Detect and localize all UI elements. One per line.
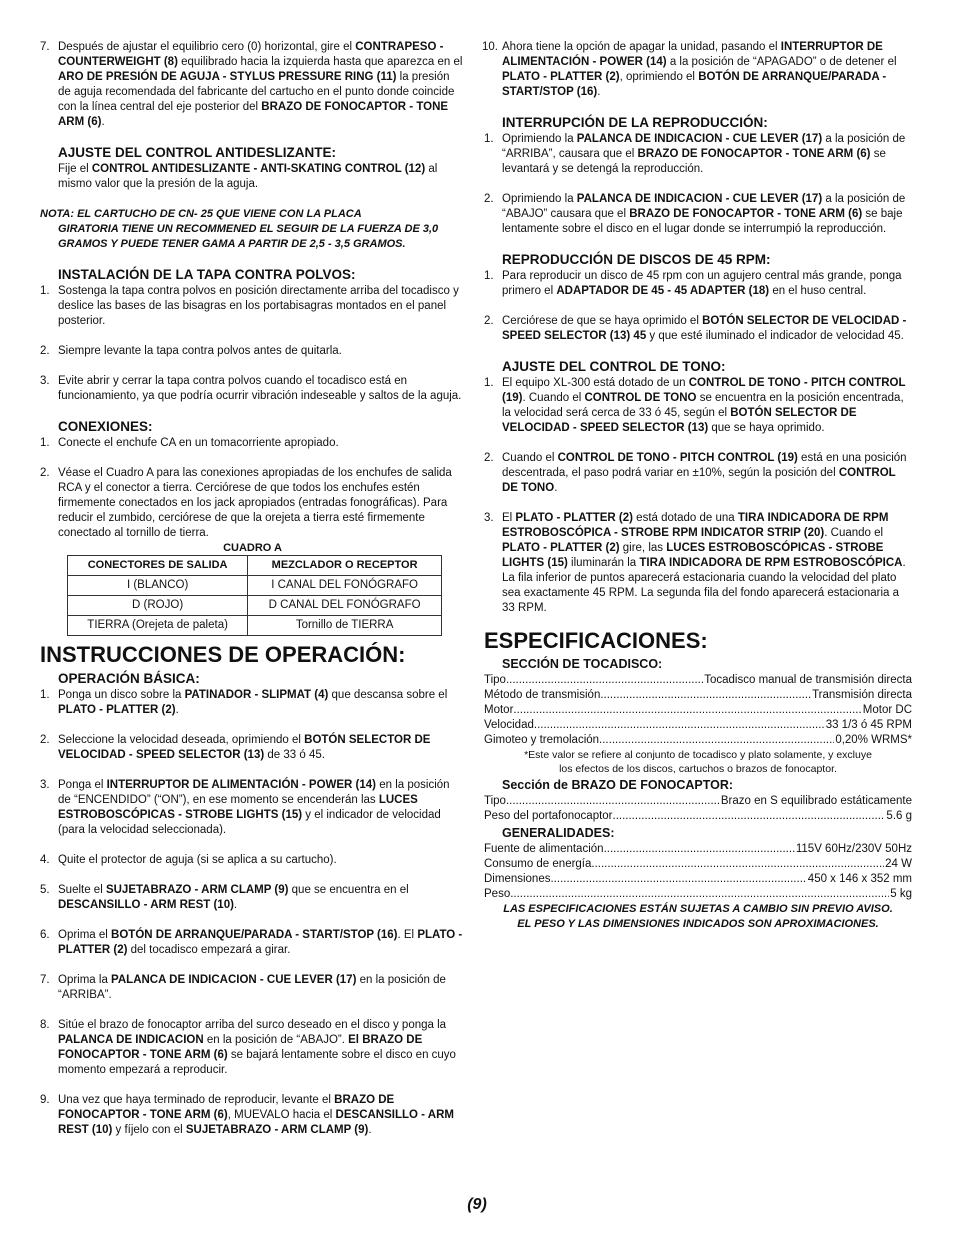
note: NOTA: EL CARTUCHO DE CN- 25 QUE VIENE CON LA PLACA GIRATORIA TIENE UN RECOMMENED EL SEGUIR DE LA FUERZA DE 3,0 GRAMOS Y PUEDE TENER GAMA A PARTIR DE 2,5 - 3,5 GRAMOS. (40, 208, 439, 250)
list-item: 2. Siempre levante la tapa contra polvos antes de quitarla. (40, 345, 342, 357)
spec-row: Peso del portafonocaptor ..... 5.6 g (484, 809, 912, 824)
spec-row: Gimoteo y tremolación ..... 0,20% WRMS* (484, 733, 912, 748)
list-item: 2. Véase el Cuadro A para las conexiones apropiadas de los enchufes de salida RCA y el conector a tierra. Cerciórese de que todos los enchufes estén firmemente conectados en los jack apropiados (entradas fonográficas). Para reducir el zumbido, cerciórese de que la orejeta a tierra esté firmemente conectado al tornillo de tierra. (40, 467, 452, 539)
right-column (484, 40, 912, 932)
section-heading: OPERACIÓN BÁSICA: (58, 671, 200, 686)
spec-row: Velocidad ..... 33 1/3 ó 45 RPM (484, 718, 912, 733)
list-item: 7. Después de ajustar el equilibrio cero (0) horizontal, gire el CONTRAPESO - COUNTERWEIGHT (8) equilibrado hacia la izquierda hasta que aparezca en el ARO DE PRESIÓN DE AGUJA - STYLUS PRESSURE RING (11) la presión de aguja recomendada del fabricante del cartucho en el punto donde coincide con la línea central del eje posterior del BRAZO DE FONOCAPTOR - TONE ARM (6). (40, 41, 463, 128)
list-item: 5. Suelte el SUJETABRAZO - ARM CLAMP (9) que se encuentra en el DESCANSILLO - ARM REST (10). (40, 884, 409, 911)
section-heading: AJUSTE DEL CONTROL ANTIDESLIZANTE: (58, 145, 337, 160)
spec-row: Método de transmisión ..... Transmisión directa (484, 688, 912, 703)
spec-note: *Este valor se refiere al conjunto de tocadisco y plato solamente, y excluye (524, 749, 872, 761)
spec-row: Consumo de energía ..... 24 W (484, 857, 912, 872)
spec-row: Dimensiones ..... 450 x 146 x 352 mm (484, 872, 912, 887)
list-item: 4. Quite el protector de aguja (si se aplica a su cartucho). (40, 854, 337, 866)
section-heading: SECCIÓN DE TOCADISCO: (502, 657, 663, 671)
list-item: 1. El equipo XL-300 está dotado de un CONTROL DE TONO - PITCH CONTROL (19). Cuando el CONTROL DE TONO se encuentra en la posición encentrada, la velocidad será cerca de 33 ó 45, según el BOTÓN SELECTOR DE VELOCIDAD - SPEED SELECTOR (13) que se haya oprimido. (484, 377, 906, 434)
spec-row: Motor ..... Motor DC (484, 703, 912, 718)
table-row: CONECTORES DE SALIDA MEZCLADOR O RECEPTOR (68, 556, 442, 576)
spec-row: Tipo ..... Brazo en S equilibrado estáticamente (484, 794, 912, 809)
paragraph: Fije el CONTROL ANTIDESLIZANTE - ANTI-SKATING CONTROL (12) al mismo valor que la presión de la aguja. (58, 163, 438, 190)
list-item: 3. El PLATO - PLATTER (2) está dotado de una TIRA INDICADORA DE RPM ESTROBOSCÓPICA - STROBE RPM INDICATOR STRIP (20). Cuando el PLATO - PLATTER (2) gire, las LUCES ESTROBOSCÓPICAS - STROBE LIGHTS (15) iluminarán la TIRA INDICADORA DE RPM ESTROBOSCÓPICA. La fila inferior de puntos aparecerá estacionaria cuando la velocidad del plato sea exactamente 45 RPM. La segunda fila del fondo aparecerá estacionaria a 33 RPM. (484, 512, 906, 614)
list-item: 2. Seleccione la velocidad deseada, oprimiendo el BOTÓN SELECTOR DE VELOCIDAD - SPEED SELECTOR (13) de 33 ó 45. (40, 734, 431, 761)
section-heading: INTERRUPCIÓN DE LA REPRODUCCIÓN: (502, 115, 768, 130)
spec-disclaimer: LAS ESPECIFICACIONES ESTÁN SUJETAS A CAMBIO SIN PREVIO AVISO. (503, 903, 893, 915)
spec-row: Tipo ..... Tocadisco manual de transmisión directa (484, 673, 912, 688)
table-row: D (ROJO) D CANAL DEL FONÓGRAFO (68, 596, 442, 616)
connections-table (67, 555, 442, 636)
section-heading: AJUSTE DEL CONTROL DE TONO: (502, 359, 726, 374)
spec-row: Fuente de alimentación ..... 115V 60Hz/230V 50Hz (484, 842, 912, 857)
list-item: 1. Oprimiendo la PALANCA DE INDICACION - CUE LEVER (17) a la posición de “ARRIBA”, causara que el BRAZO DE FONOCAPTOR - TONE ARM (6) se levantará y se detengá la reproducción. (484, 133, 906, 175)
main-heading: INSTRUCCIONES DE OPERACIÓN: (40, 642, 406, 667)
spec-row: Peso ..... 5 kg (484, 887, 912, 902)
list-item: 8. Sitúe el brazo de fonocaptor arriba del surco deseado en el disco y ponga la PALANCA DE INDICACION en la posición de “ABAJO”. El BRAZO DE FONOCAPTOR - TONE ARM (6) se bajará lentamente sobre el disco en cuyo momento empezará a reproducir. (40, 1019, 456, 1076)
section-heading: CONEXIONES: (58, 419, 153, 434)
list-item: 2. Cuando el CONTROL DE TONO - PITCH CONTROL (19) está en una posición descentrada, el paso podrá variar en ±10%, según la posición del CONTROL DE TONO. (484, 452, 907, 494)
list-item: 1. Ponga un disco sobre la PATINADOR - SLIPMAT (4) que descansa sobre el PLATO - PLATTER (2). (40, 689, 448, 716)
list-item: 3. Ponga el INTERRUPTOR DE ALIMENTACIÓN - POWER (14) en la posición de “ENCENDIDO” (“ON”), en ese momento se encenderán las LUCES ESTROBOSCÓPICAS - STROBE LIGHTS (15) y el indicador de velocidad (para la velocidad seleccionada). (40, 779, 450, 836)
table-row: I (BLANCO) I CANAL DEL FONÓGRAFO (68, 576, 442, 596)
list-item: 1. Sostenga la tapa contra polvos en posición directamente arriba del tocadisco y deslice las bases de las bisagras en los portabisagras montados en el panel posterior. (40, 285, 459, 327)
item-number: 7. (40, 41, 50, 53)
list-item: 7. Oprima la PALANCA DE INDICACION - CUE LEVER (17) en la posición de “ARRIBA”. (40, 974, 446, 1001)
list-item: 6. Oprima el BOTÓN DE ARRANQUE/PARADA - START/STOP (16). El PLATO - PLATTER (2) del tocadisco empezará a girar. (40, 929, 463, 956)
list-item: 2. Cerciórese de que se haya oprimido el BOTÓN SELECTOR DE VELOCIDAD - SPEED SELECTOR (13) 45 y que esté iluminado el indicador de velocidad 45. (484, 315, 907, 342)
list-item: 3. Evite abrir y cerrar la tapa contra polvos cuando el tocadisco está en funcionamiento, ya que podría ocurrir vibración indeseable y saltos de la aguja. (40, 375, 462, 402)
section-heading: GENERALIDADES: (502, 826, 615, 840)
table-row: TIERRA (Orejeta de paleta) Tornillo de TIERRA (68, 616, 442, 636)
spec-note: los efectos de los discos, cartuchos o brazos de fonocaptor. (559, 763, 837, 775)
left-column (40, 40, 465, 1138)
list-item: 2. Oprimiendo la PALANCA DE INDICACION - CUE LEVER (17) a la posición de “ABAJO” causara que el BRAZO DE FONOCAPTOR - TONE ARM (6) se baje lentamente sobre el disco en el lugar donde se interrumpió la reproducción. (484, 193, 906, 235)
list-item: 1. Conecte el enchufe CA en un tomacorriente apropiado. (40, 437, 339, 449)
list-item: 9. Una vez que haya terminado de reproducir, levante el BRAZO DE FONOCAPTOR - TONE ARM (6), MUEVALO hacia el DESCANSILLO - ARM REST (10) y fíjelo con el SUJETABRAZO - ARM CLAMP (9). (40, 1094, 454, 1136)
main-heading: ESPECIFICACIONES: (484, 628, 708, 653)
list-item: 1. Para reproducir un disco de 45 rpm con un agujero central más grande, ponga primero el ADAPTADOR DE 45 - 45 ADAPTER (18) en el huso central. (484, 270, 902, 297)
table-title: CUADRO A (223, 542, 282, 554)
section-heading: Sección de BRAZO DE FONOCAPTOR: (502, 778, 734, 792)
page-number: (9) (467, 1196, 487, 1213)
section-heading: INSTALACIÓN DE LA TAPA CONTRA POLVOS: (58, 267, 356, 282)
spec-disclaimer: EL PESO Y LAS DIMENSIONES INDICADOS SON APROXIMACIONES. (517, 918, 879, 930)
list-item: 10. Ahora tiene la opción de apagar la unidad, pasando el INTERRUPTOR DE ALIMENTACIÓN - POWER (14) a la posición de “APAGADO” o de detener el PLATO - PLATTER (2), oprimiendo el BOTÓN DE ARRANQUE/PARADA - START/STOP (16). (482, 41, 897, 98)
section-heading: REPRODUCCIÓN DE DISCOS DE 45 RPM: (502, 252, 771, 267)
